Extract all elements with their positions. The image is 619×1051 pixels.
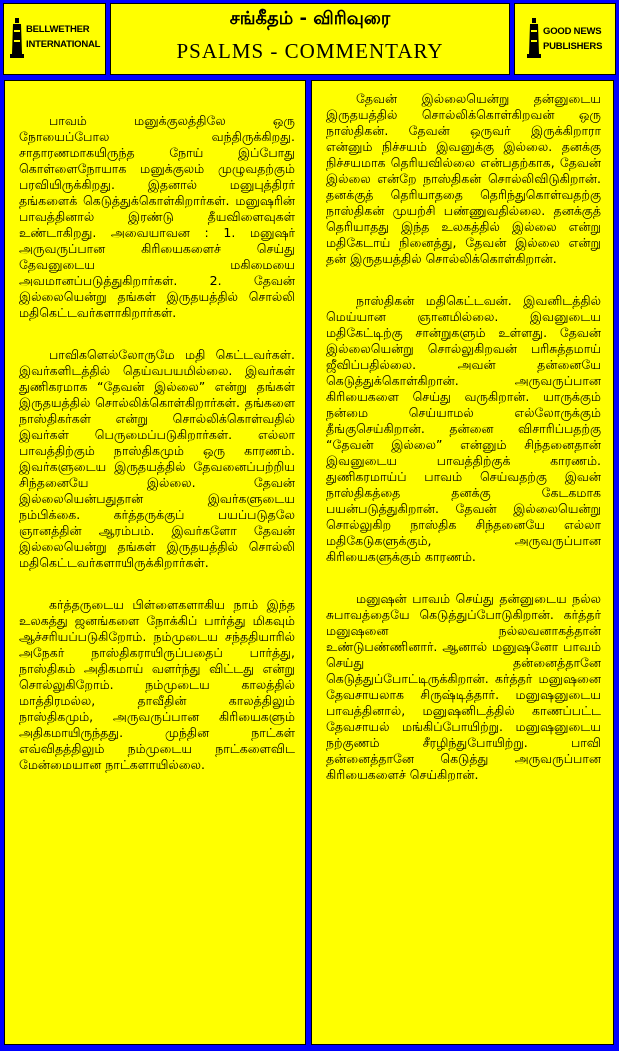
header-bar xyxy=(0,0,619,80)
good-news-logo xyxy=(514,3,616,75)
paragraph: பாவிகளெல்லோருமே மதி கெட்டவர்கள். இவர்களிடத்தில் தெய்வபயமில்லை. இவர்கள் துணிகரமாக “தேவன் இல்லை” என்று தங்கள் இருதயத்தில் சொல்லிக்கொள்கிறார்கள். தங்களை நாஸ்திகர்கள் என்று சொல்லிக்கொள்வதில் இவர்கள் பெருமைப்படுகிறார்கள். எல்லா பாவத்திற்கும் நாஸ்திகமும் ஒரு காரணம். இவர்களுடைய இருதயத்தில் தேவனைப்பற்றிய சிந்தனையே இல்லை. தேவன் இல்லையென்பதுதான் இவர்களுடைய நம்பிக்கை. கர்த்தருக்குப் பயப்படுதலே ஞானத்தின் ஆரம்பம். இவர்களோ தேவன் இல்லையென்று தங்கள் இருதயத்தில் சொல்லி மதிகெட்டவர்களாயிருக்கிறார்கள். xyxy=(19,347,295,570)
right-column xyxy=(311,80,614,1045)
title-english: PSALMS - COMMENTARY xyxy=(176,39,444,63)
paragraph: நாஸ்திகன் மதிகெட்டவன். இவனிடத்தில் மெய்யான ஞானமில்லை. இவனுடைய மதிகேட்டிற்கு சான்றுகளும் உள்ளது. தேவன் இல்லையென்று சொல்லுகிறவன் பரிசுத்தமாய் ஜீவிப்பதில்லை. அவன் தன்னையே கெடுத்துக்கொள்கிறான். அருவருப்பான கிரியைகளை செய்து வருகிறான். யாருக்கும் நன்மை செய்யாமல் எல்லோருக்கும் தீங்குசெய்கிறான். தன்னை விசாரிப்பதற்கு “தேவன் இல்லை” என்னும் சிந்தனைதான் இவனுடைய பாவத்திற்குக் காரணம். துணிகரமாய்ப் பாவம் செய்வதற்கு இவன் நாஸ்திகத்தை தனக்கு கேடகமாக பயன்படுத்துகிறான். தேவன் இல்லையென்று சொல்லுகிற நாஸ்திக சிந்தனையே எல்லா மதிகேடுகளுக்கும், அருவருப்பான கிரியைகளுக்கும் காரணம். xyxy=(326,293,601,564)
title-tamil: சங்கீதம் - விரிவுரை xyxy=(229,8,391,29)
lighthouse-icon xyxy=(10,18,24,62)
title-box xyxy=(110,3,510,75)
paragraph: தேவன் இல்லையென்று தன்னுடைய இருதயத்தில் சொல்லிக்கொள்கிறவன் ஒரு நாஸ்திகன். தேவன் ஒருவர் இருக்கிறாரா என்னும் நிச்சயம் இவனுக்கு இல்லை. தனக்கு நிச்சயமாக தெரியவில்லை என்பதற்காக, தேவன் இல்லை என்றே நாஸ்திகன் சொல்லிவிடுகிறான். தனக்குத் தெரியாததை தெரிந்துகொள்வதற்கு நாஸ்திகன் முயற்சி பண்ணுவதில்லை. தனக்குத் தெரியாதது இந்த உலகத்தில் இல்லை என்று மதிகேடாய் நினைத்து, தேவன் இல்லை என்று தன் இருதயத்தில் சொல்லிக்கொள்கிறான். xyxy=(326,91,601,266)
left-column xyxy=(4,80,306,1045)
paragraph: கர்த்தருடைய பிள்ளைகளாகிய நாம் இந்த உலகத்து ஜனங்களை நோக்கிப் பார்த்து மிகவும் ஆச்சரியப்படுகிறோம். நம்முடைய சந்ததியாரில் அநேகர் நாஸ்திகராயிருப்பதைப் பார்த்து, நாஸ்திகம் அதிகமாய் வளர்ந்து விட்டது என்று சொல்லுகிறோம். நம்முடைய காலத்தில் மாத்திரமல்ல, தாவீதின் காலத்திலும் நாஸ்திகமும், அருவருப்பான கிரியைகளும் அதிகமாயிருந்தது. முந்தின நாட்கள் எவ்விதத்திலும் நம்முடைய நாட்களைவிட மேன்மையான நாட்களாயில்லை. xyxy=(19,597,295,772)
right-logo-line1: GOOD NEWS xyxy=(543,26,602,37)
left-logo-line2: INTERNATIONAL xyxy=(26,39,101,50)
bellwether-logo xyxy=(3,3,106,75)
paragraph: பாவம் மனுக்குலத்திலே ஒரு நோயைப்போல வந்திருக்கிறது. சாதாரணமாகயிருந்த நோய் இப்போது கொள்ளைநோயாக மனுக்குலம் முழுவதற்கும் பரவியிருக்கிறது. இதனால் மனுபுத்திரர் தங்களைக் கெடுத்துக்கொள்கிறார்கள். மனுஷரின் பாவத்தினால் இரண்டு தீயவிளைவுகள் உண்டாகிறது. அவையாவன : 1. மனுஷர் அருவருப்பான கிரியைகளைச் செய்து தேவனுடைய மகிமையை அவமானப்படுத்துகிறார்கள். 2. தேவன் இல்லையென்று தங்கள் இருதயத்தில் சொல்லி மதிகெட்டவர்களாகிறார்கள். xyxy=(19,113,295,320)
paragraph: மனுஷன் பாவம் செய்து தன்னுடைய நல்ல சுபாவத்தையே கெடுத்துப்போடுகிறான். கர்த்தர் மனுஷனை நல்லவனாகத்தான் உண்டுபண்ணினார். ஆனால் மனுஷனோ பாவம் செய்து தன்னைத்தானே கெடுத்துப்போட்டிருக்கிறான். கர்த்தர் மனுஷனை தேவசாயலாக சிருஷ்டித்தார். மனுஷனுடைய பாவத்தினால், மனுஷனிடத்தில் காணப்பட்ட தேவசாயல் மங்கிப்போயிற்று. மனுஷனுடைய நற்குணம் சீரழிந்துபோயிற்று. பாவி தன்னைத்தானே கெடுத்து அருவருப்பான கிரியைகளைச் செய்கிறான். xyxy=(326,591,601,782)
left-logo-line1: BELLWETHER xyxy=(26,24,90,35)
lighthouse-icon xyxy=(527,18,541,62)
right-logo-line2: PUBLISHERS xyxy=(543,41,603,52)
